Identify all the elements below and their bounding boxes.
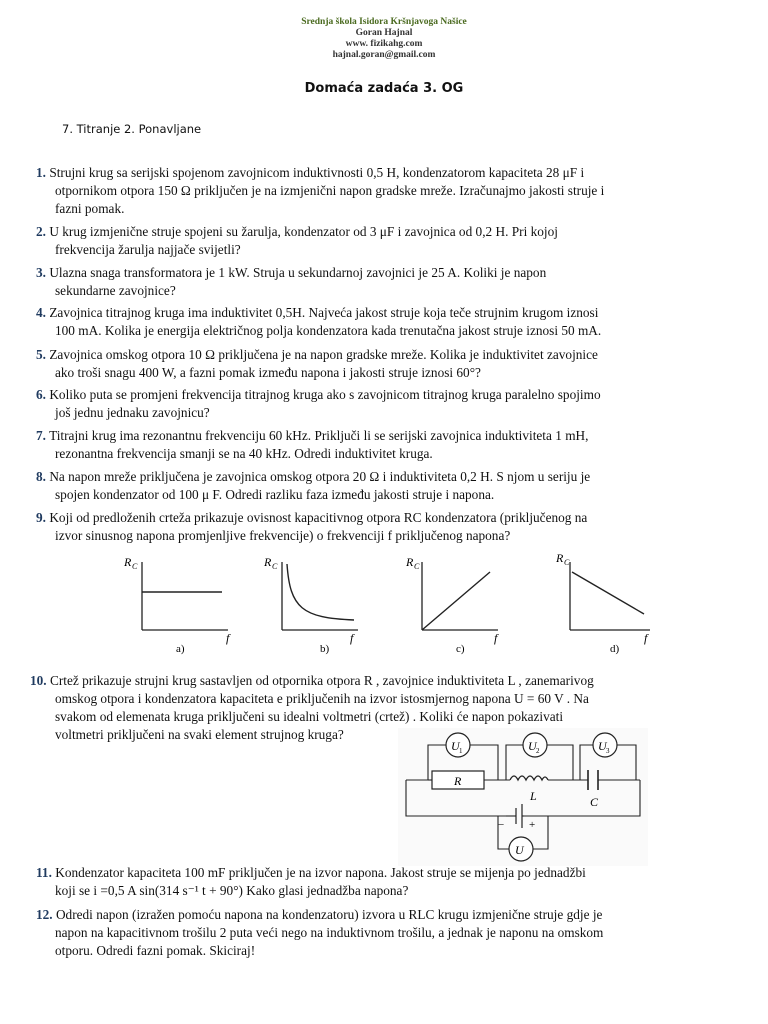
svg-text:U: U <box>451 739 460 753</box>
svg-text:+: + <box>529 819 536 831</box>
svg-text:R: R <box>264 555 272 569</box>
main-voltmeter <box>509 837 533 861</box>
question-2: 2. U krug izmjenične struje spojeni su žarulja, kondenzator od 3 μF i zavojnica od 0,2 H. Pri kojoj frekvencija žarulja najjače svijetli? <box>36 224 558 257</box>
question-12: 12. Odredi napon (izražen pomoću napona na kondenzatoru) izvora u RLC krugu izmjenične struje gdje je napon na kapacitivnom trošilu 2 puta veći nego na induktivnom trošilu, a jednak je naponu na omskom otporu. Odredi fazni pomak. Skiciraj! <box>36 907 604 958</box>
question-number: 5. <box>36 347 46 362</box>
svg-text:2: 2 <box>536 747 540 755</box>
graph-c <box>405 555 499 655</box>
svg-text:C: C <box>564 558 570 567</box>
email: hajnal.goran@gmail.com <box>332 50 436 60</box>
graph-options <box>110 548 670 658</box>
graph-a <box>123 555 231 655</box>
question-number: 2. <box>36 224 46 239</box>
svg-text:C: C <box>132 562 138 571</box>
resistor-label: R <box>454 774 462 788</box>
question-number: 3. <box>36 265 46 280</box>
website: www. fizikahg.com <box>345 39 423 49</box>
question-6: 6. Koliko puta se promjeni frekvencija titrajnog kruga ako s zavojnicom titrajnog kruga paralelno spojimo još jednu jednaku zavojnicu? <box>36 387 601 420</box>
question-number: 12. <box>36 907 53 922</box>
section-heading: 7. Titranje 2. Ponavljane <box>62 122 202 136</box>
graph-a-ylabel: R <box>124 555 132 569</box>
question-3: 3. Ulazna snaga transformatora je 1 kW. Struja u sekundarnoj zavojnici je 25 A. Koliki je napon sekundarne zavojnice? <box>36 265 547 298</box>
question-8: 8. Na napon mreže priključena je zavojnica omskog otpora 20 Ω i induktiviteta 0,2 H. S njom u seriju je spojen kondenzator od 100 μ F. Odredi razliku faza između jakosti struje i napona. <box>36 469 591 502</box>
graph-b-label: b) <box>320 643 330 655</box>
capacitor-label: C <box>590 795 599 809</box>
voltmeter-1 <box>446 733 470 757</box>
inductor-label: L <box>530 789 537 803</box>
question-number: 11. <box>36 865 52 880</box>
question-number: 8. <box>36 469 46 484</box>
svg-text:C: C <box>414 562 420 571</box>
question-number: 7. <box>36 428 46 443</box>
question-number: 9. <box>36 510 46 525</box>
question-number: 4. <box>36 305 46 320</box>
page-title: Domaća zadaća 3. OG <box>304 81 464 96</box>
svg-text:f: f <box>226 631 230 645</box>
svg-text:1: 1 <box>459 747 463 755</box>
question-11: 11. Kondenzator kapaciteta 100 mF priključen je na izvor napona. Jakost struje se mijenja po jednadžbi koji se i =0,5 A sin(314 s⁻¹ t + 90°) Kako glasi jednadžba napona? <box>36 865 586 898</box>
question-5: 5. Zavojnica omskog otpora 10 Ω priključena je na napon gradske mreže. Kolika je induktivitet zavojnice ako troši snagu 400 W, a fazni pomak između napona i jakosti struje iznosi 60°? <box>36 347 598 380</box>
graph-a-label: a) <box>176 643 185 655</box>
svg-text:R: R <box>556 551 564 565</box>
voltmeter-2 <box>523 733 547 757</box>
school-name: Srednja škola Isidora Kršnjavoga Našice <box>301 17 467 27</box>
graph-c-label: c) <box>456 643 465 655</box>
voltmeter-3 <box>593 733 617 757</box>
author-name: Goran Hajnal <box>355 28 413 38</box>
svg-text:f: f <box>494 631 498 645</box>
circuit-diagram <box>398 728 648 866</box>
question-1: 1. Strujni krug sa serijski spojenom zavojnicom induktivnosti 0,5 H, kondenzatorom kapaciteta 28 μF i otpornikom otpora 150 Ω priključen je na izmjenični napon gradske mreže. Izračunajmo jakosti struje i fazni pomak. <box>36 165 605 216</box>
svg-text:U: U <box>515 843 524 857</box>
question-number: 1. <box>36 165 46 180</box>
svg-text:f: f <box>644 631 648 645</box>
svg-text:U: U <box>528 739 537 753</box>
question-number: 6. <box>36 387 46 402</box>
svg-text:f: f <box>350 631 354 645</box>
svg-text:3: 3 <box>606 747 610 755</box>
svg-text:C: C <box>272 562 278 571</box>
question-4: 4. Zavojnica titrajnog kruga ima induktivitet 0,5H. Najveća jakost struje koja teče strujnim krugom iznosi 100 mA. Kolika je energija električnog polja kondenzatora kada trenutačna jakost struje iznosi 50 mA. <box>36 305 602 338</box>
question-number: 10. <box>30 673 47 688</box>
graph-b <box>263 555 358 655</box>
question-9: 9. Koji od predloženih crteža prikazuje ovisnost kapacitivnog otpora RC kondenzatora (priključenog na izvor sinusnog napona promjenljive frekvencije) o frekvenciji f priključenog napona? <box>36 510 588 543</box>
svg-text:−: − <box>498 819 505 831</box>
graph-d-label: d) <box>610 643 620 655</box>
graph-d <box>555 551 650 655</box>
question-7: 7. Titrajni krug ima rezonantnu frekvenciju 60 kHz. Priključi li se serijski zavojnica induktiviteta 1 mH, rezonantna frekvencija smanji se na 40 kHz. Odredi induktivitet kruga. <box>36 428 589 461</box>
svg-text:U: U <box>598 739 607 753</box>
svg-text:R: R <box>406 555 414 569</box>
question-10: 10. Crtež prikazuje strujni krug sastavljen od otpornika otpora R , zavojnice induktiviteta L , zanemarivog omskog otpora i kondenzatora kapaciteta e priključenih na izvor istosmjernog napona U = 60 V . Na svakom od elemenata kruga priključeni su idealni voltmetri (crtež) . Koliki će napon pokazivati voltmetri priključeni na svaki element strujnog kruga? <box>30 673 594 742</box>
